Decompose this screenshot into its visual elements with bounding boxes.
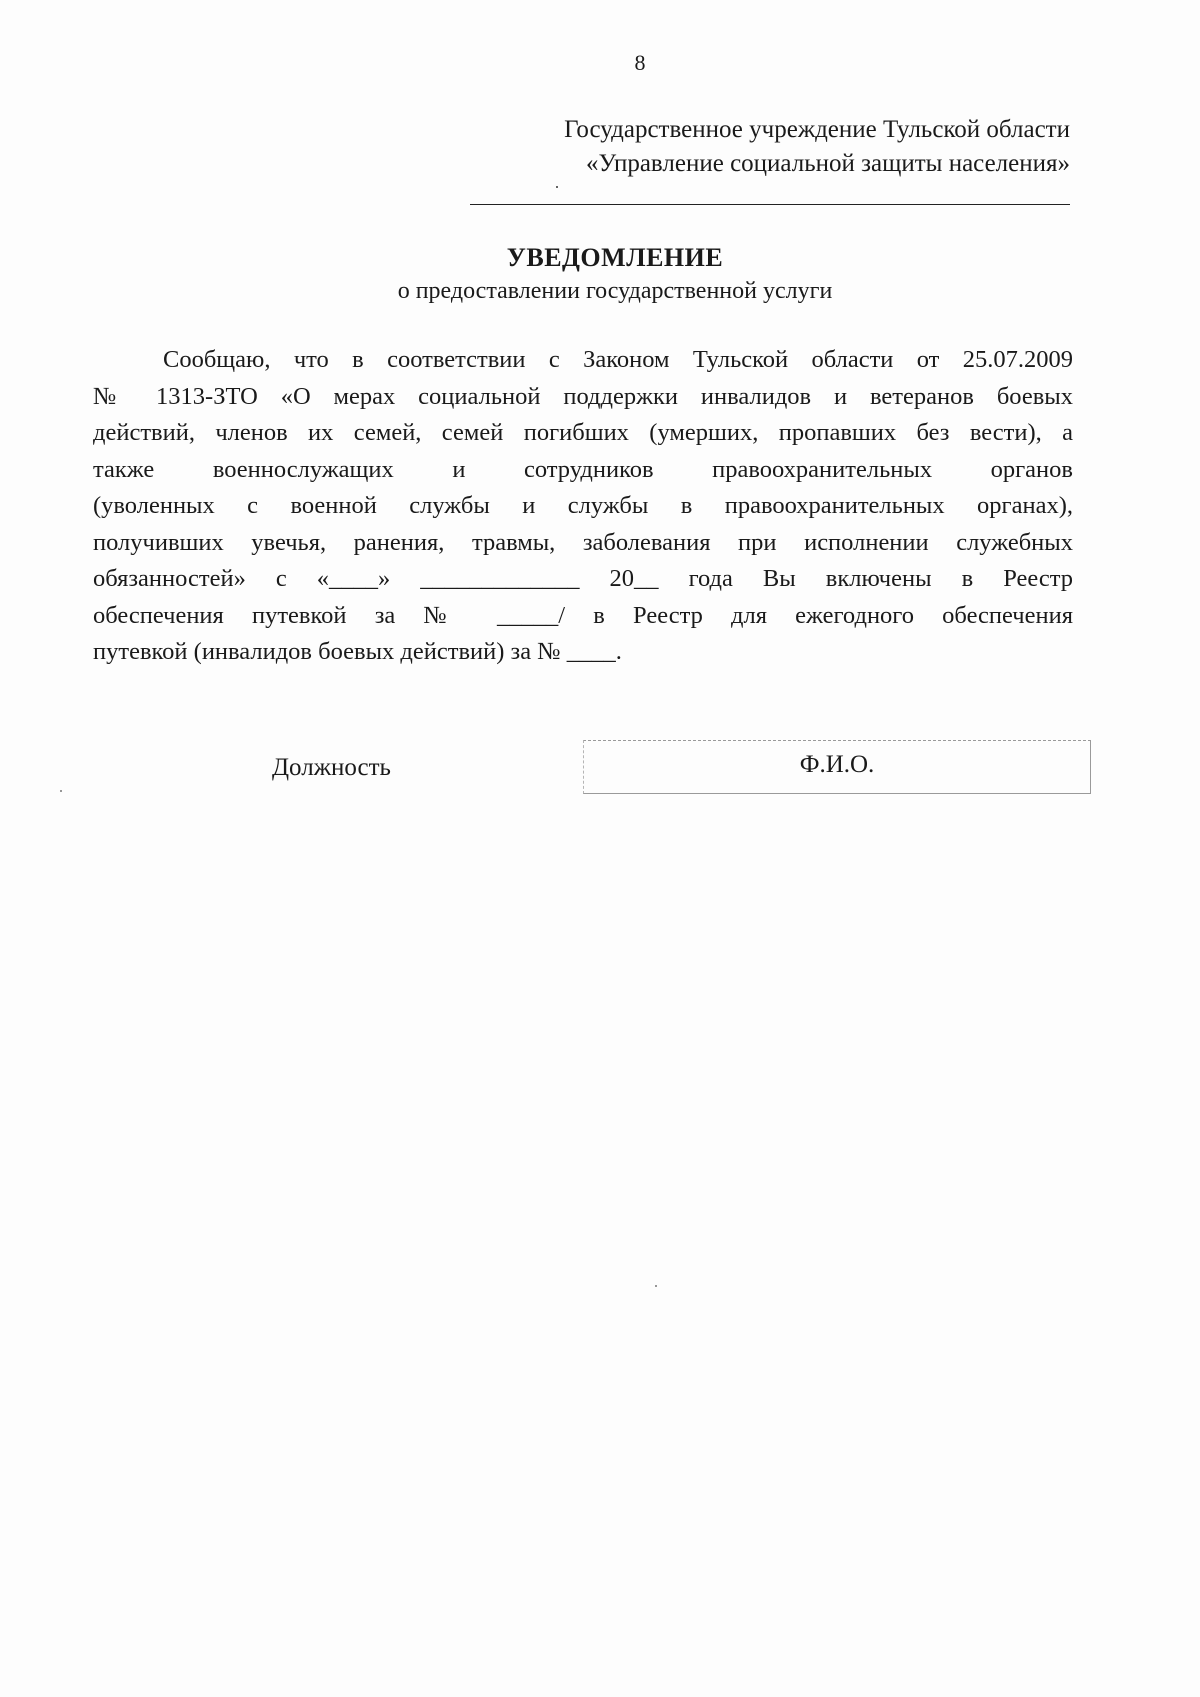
- scan-speck: [655, 1285, 657, 1287]
- body-line-3: действий, членов их семей, семей погибших (умерших, пропавших без вести), а: [93, 419, 1073, 446]
- body-line-4: также военнослужащих и сотрудников правоохранительных органов: [93, 455, 1073, 483]
- organization-line-1: Государственное учреждение Тульской области: [564, 116, 1070, 143]
- position-label: Должность: [272, 754, 391, 781]
- body-line-9: путевкой (инвалидов боевых действий) за № ____.: [93, 638, 622, 665]
- organization-header: [430, 113, 1070, 181]
- name-field-box: [583, 740, 1091, 794]
- body-line-1: Сообщаю, что в соответствии с Законом Тульской области от 25.07.2009: [163, 346, 1073, 373]
- body-line-5: (уволенных с военной службы и службы в правоохранительных органах),: [93, 492, 1073, 519]
- body-line-2: № 1313-ЗТО «О мерах социальной поддержки инвалидов и ветеранов боевых: [93, 382, 1073, 410]
- signature-block: [0, 740, 1200, 810]
- scan-speck: [556, 186, 558, 188]
- document-title: УВЕДОМЛЕНИЕ: [506, 243, 724, 272]
- notification-body: [93, 342, 1073, 671]
- body-line-6: получивших увечья, ранения, травмы, заболевания при исполнении служебных: [93, 528, 1073, 556]
- scan-speck: [60, 790, 62, 792]
- organization-underline: [470, 204, 1070, 205]
- name-label: Ф.И.О.: [799, 751, 875, 778]
- organization-line-2: «Управление социальной защиты населения»: [585, 150, 1070, 177]
- body-line-7: обязанностей» с «____» _____________ 20__ года Вы включены в Реестр: [93, 565, 1073, 592]
- document-subtitle: о предоставлении государственной услуги: [397, 278, 833, 304]
- page-number: 8: [634, 50, 646, 75]
- body-line-8: обеспечения путевкой за № _____/ в Реестр для ежегодного обеспечения: [93, 601, 1073, 629]
